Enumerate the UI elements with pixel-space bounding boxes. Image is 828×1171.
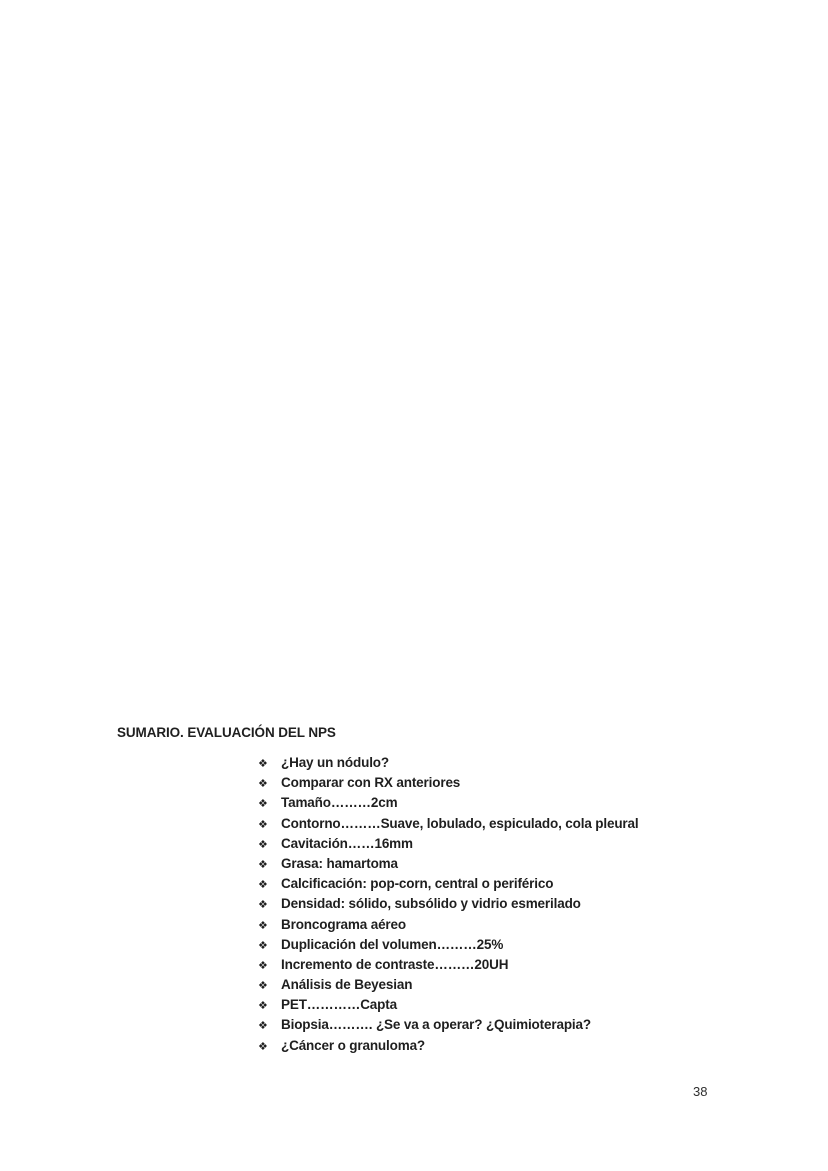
list-item-text: Biopsia………. ¿Se va a operar? ¿Quimioterapia?: [281, 1017, 591, 1033]
bullet-list: [258, 753, 678, 1056]
diamond-bullet-icon: ❖: [258, 858, 268, 871]
list-item-text: Comparar con RX anteriores: [281, 775, 461, 791]
list-item-text: Incremento de contraste………20UH: [281, 956, 509, 972]
diamond-bullet-icon: ❖: [258, 879, 268, 892]
list-item: [258, 874, 678, 894]
diamond-bullet-icon: ❖: [258, 798, 268, 811]
list-item-text: Análisis de Beyesian: [281, 977, 413, 993]
diamond-bullet-icon: ❖: [258, 1040, 268, 1053]
list-item: [258, 915, 678, 935]
list-item: [258, 854, 678, 874]
diamond-bullet-icon: ❖: [258, 919, 268, 932]
diamond-bullet-icon: ❖: [258, 818, 268, 831]
list-item: [258, 894, 678, 914]
list-item: [258, 1015, 678, 1035]
list-item: [258, 793, 678, 813]
diamond-bullet-icon: ❖: [258, 899, 268, 912]
list-item-text: Tamaño………2cm: [281, 795, 398, 811]
page-number: 38: [693, 1084, 708, 1099]
list-item-text: Broncograma aéreo: [281, 916, 406, 932]
list-item: [258, 834, 678, 854]
diamond-bullet-icon: ❖: [258, 939, 268, 952]
list-item-text: Calcificación: pop-corn, central o periférico: [281, 876, 554, 892]
list-item: [258, 955, 678, 975]
diamond-bullet-icon: ❖: [258, 838, 268, 851]
list-item-text: PET…………Capta: [281, 997, 397, 1013]
list-item: [258, 1036, 678, 1056]
list-item: [258, 773, 678, 793]
list-item-text: Densidad: sólido, subsólido y vidrio esmerilado: [281, 896, 581, 912]
diamond-bullet-icon: ❖: [258, 959, 268, 972]
section-heading: SUMARIO. EVALUACIÓN DEL NPS: [117, 725, 336, 740]
list-item-text: ¿Cáncer o granuloma?: [281, 1037, 426, 1053]
list-item: [258, 753, 678, 773]
list-item-text: Contorno………Suave, lobulado, espiculado, cola pleural: [281, 815, 639, 831]
list-item-text: Duplicación del volumen………25%: [281, 936, 504, 952]
list-item: [258, 975, 678, 995]
list-item: [258, 995, 678, 1015]
diamond-bullet-icon: ❖: [258, 758, 268, 770]
list-item-text: ¿Hay un nódulo?: [281, 755, 389, 770]
diamond-bullet-icon: ❖: [258, 1000, 268, 1013]
diamond-bullet-icon: ❖: [258, 980, 268, 993]
list-item: [258, 935, 678, 955]
diamond-bullet-icon: ❖: [258, 1020, 268, 1033]
list-item-text: Cavitación……16mm: [281, 835, 413, 851]
diamond-bullet-icon: ❖: [258, 778, 268, 791]
list-item: [258, 814, 678, 834]
list-item-text: Grasa: hamartoma: [281, 855, 398, 871]
